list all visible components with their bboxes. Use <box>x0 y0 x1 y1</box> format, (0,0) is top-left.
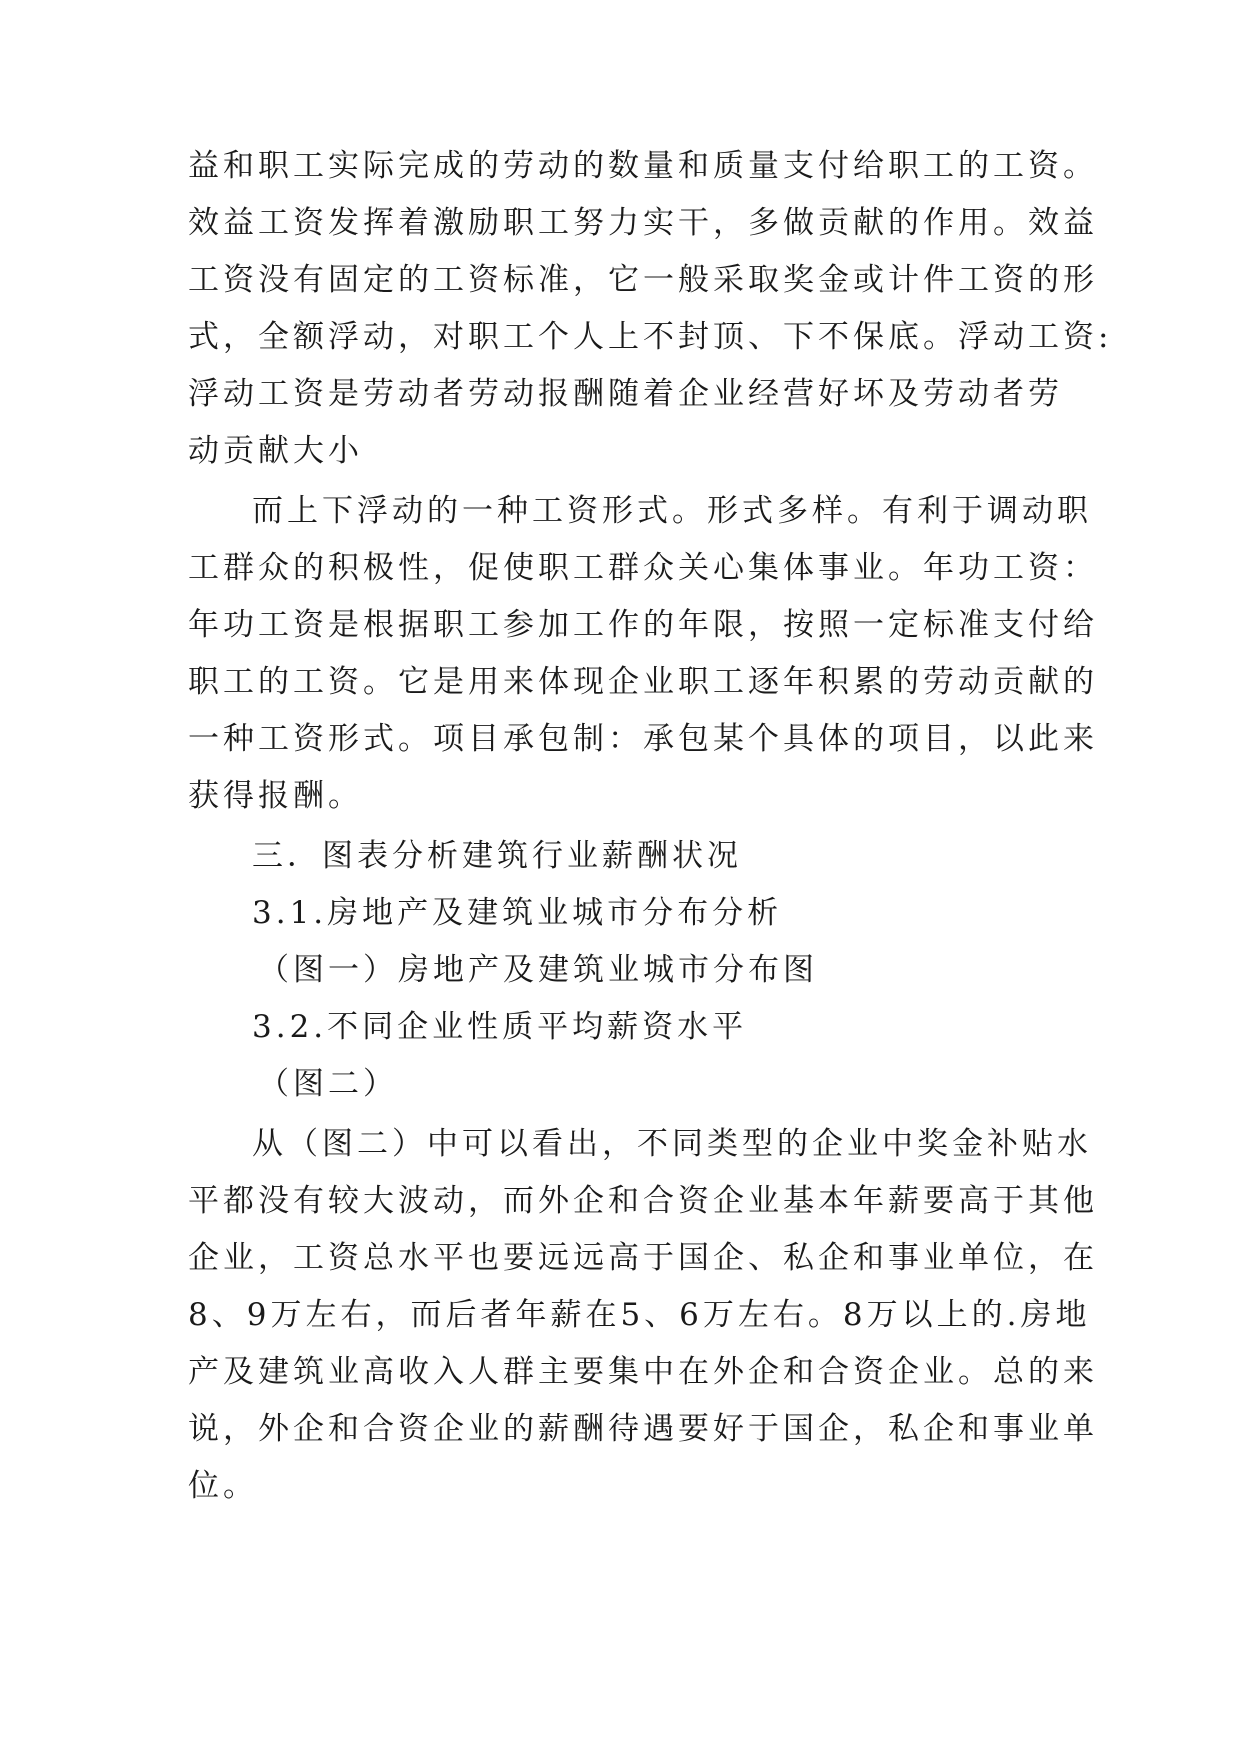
subsection-heading: 3.2.不同企业性质平均薪资水平 <box>252 1009 748 1045</box>
text-line: 年功工资是根据职工参加工作的年限，按照一定标准支付给 <box>188 607 1098 643</box>
text-line: 一种工资形式。项目承包制：承包某个具体的项目，以此来 <box>188 721 1098 757</box>
text-line: 平都没有较大波动，而外企和合资企业基本年薪要高于其他 <box>188 1183 1098 1219</box>
text-line: 益和职工实际完成的劳动的数量和质量支付给职工的工资。 <box>188 148 1098 184</box>
text-line: 工群众的积极性，促使职工群众关心集体事业。年功工资： <box>188 550 1098 586</box>
text-line: 职工的工资。它是用来体现企业职工逐年积累的劳动贡献的 <box>188 664 1098 700</box>
text-line: 式，全额浮动，对职工个人上不封顶、下不保底。浮动工资: <box>188 319 1113 355</box>
figure-caption: （图一）房地产及建筑业城市分布图 <box>258 952 818 988</box>
paragraph-start-line: 而上下浮动的一种工资形式。形式多样。有利于调动职 <box>252 493 1092 529</box>
text-line: 效益工资发挥着激励职工努力实干，多做贡献的作用。效益 <box>188 205 1098 241</box>
text-line: 产及建筑业高收入人群主要集中在外企和合资企业。总的来 <box>188 1354 1098 1390</box>
subsection-heading: 3.1.房地产及建筑业城市分布分析 <box>252 895 783 931</box>
paragraph-start-line: 从（图二）中可以看出，不同类型的企业中奖金补贴水 <box>252 1126 1092 1162</box>
section-heading: 三．图表分析建筑行业薪酬状况 <box>252 838 742 874</box>
text-line: 获得报酬。 <box>188 778 363 814</box>
text-line: 8、9万左右，而后者年薪在5、6万左右。8万以上的.房地 <box>188 1297 1091 1333</box>
text-line: 说，外企和合资企业的薪酬待遇要好于国企，私企和事业单 <box>188 1411 1098 1447</box>
text-line: 浮动工资是劳动者劳动报酬随着企业经营好坏及劳动者劳 <box>188 376 1063 412</box>
text-line: 动贡献大小 <box>188 433 363 469</box>
figure-caption: （图二） <box>258 1066 398 1102</box>
text-line: 位。 <box>188 1468 258 1504</box>
text-line: 工资没有固定的工资标准，它一般采取奖金或计件工资的形 <box>188 262 1098 298</box>
text-line: 企业，工资总水平也要远远高于国企、私企和事业单位，在 <box>188 1240 1098 1276</box>
